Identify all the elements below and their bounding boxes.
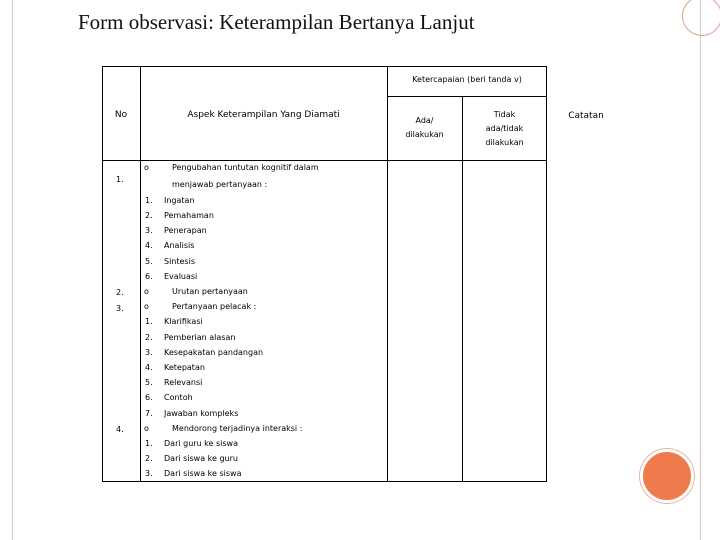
aspek-item: Ingatan (164, 196, 195, 205)
aspek-marker: 3. (145, 348, 153, 357)
aspek-item: Jawaban kompleks (164, 409, 239, 418)
aspek-marker: 3. (145, 469, 153, 478)
aspek-item: Klarifikasi (164, 317, 203, 326)
aspek-marker: 2. (145, 211, 153, 220)
aspek-item: Dari guru ke siswa (164, 439, 238, 448)
aspek-marker: 6. (145, 393, 153, 402)
aspek-marker: 5. (145, 257, 153, 266)
aspek-item: Dari siswa ke siswa (164, 469, 242, 478)
header-ketercapaian: Ketercapaian (beri tanda v) (412, 75, 522, 84)
header-ada (387, 114, 462, 142)
aspek-marker: 4. (145, 363, 153, 372)
aspek-item: Pertanyaan pelacak : (172, 302, 257, 311)
table-border-top (102, 66, 547, 67)
aspek-item: Pemahaman (164, 211, 214, 220)
aspek-item: Sintesis (164, 257, 195, 266)
table-border-left (102, 66, 103, 482)
header-no: No (114, 110, 128, 120)
decorative-circle-top (682, 0, 720, 36)
aspek-item: Relevansi (164, 378, 203, 387)
aspek-marker: o (144, 287, 149, 296)
aspek-marker: 7. (145, 409, 153, 418)
aspek-marker: 3. (145, 226, 153, 235)
aspek-item: Kesepakatan pandangan (164, 348, 264, 357)
aspek-marker: 1. (145, 317, 153, 326)
aspek-item: menjawab pertanyaan : (172, 180, 268, 189)
aspek-marker: 2. (145, 333, 153, 342)
aspek-marker: 5. (145, 378, 153, 387)
row-number-2: 2. (116, 288, 124, 297)
aspek-item: Analisis (164, 241, 195, 250)
table-border-bottom (102, 481, 547, 482)
aspek-item: Penerapan (164, 226, 207, 235)
row-number-4: 4. (116, 425, 124, 434)
observation-table (102, 66, 547, 482)
aspek-marker: 2. (145, 454, 153, 463)
aspek-marker: 6. (145, 272, 153, 281)
header-tidak-line3: dilakukan (485, 138, 524, 147)
header-bottom-line (102, 160, 547, 161)
header-ada-line2: dilakukan (405, 130, 444, 139)
aspek-marker: 1. (145, 196, 153, 205)
right-border-line (700, 0, 701, 540)
aspek-item: Evaluasi (164, 272, 198, 281)
row-number-1: 1. (116, 175, 124, 184)
page-title: Form observasi: Keterampilan Bertanya Lanjut (78, 10, 475, 34)
header-ada-line1: Ada/ (415, 116, 434, 125)
row-number-3: 3. (116, 304, 124, 313)
header-tidak (462, 108, 547, 150)
header-subdivider (387, 96, 547, 97)
header-tidak-line1: Tidak (493, 110, 516, 119)
column-divider-no (140, 66, 141, 482)
aspek-item: Ketepatan (164, 363, 205, 372)
decorative-circle-bottom (640, 449, 694, 503)
aspek-marker: o (144, 302, 149, 311)
left-border-line (12, 0, 13, 540)
header-catatan: Catatan (568, 111, 604, 121)
aspek-marker: 4. (145, 241, 153, 250)
aspek-item: Pengubahan tuntutan kognitif dalam (172, 163, 319, 172)
header-tidak-line2: ada/tidak (485, 124, 524, 133)
aspek-marker: 1. (145, 439, 153, 448)
aspek-item: Dari siswa ke guru (164, 454, 238, 463)
aspek-item: Mendorong terjadinya interaksi : (172, 424, 303, 433)
aspek-marker: o (144, 163, 149, 172)
aspek-item: Pemberian alasan (164, 333, 236, 342)
header-aspek: Aspek Keterampilan Yang Diamati (187, 110, 340, 120)
aspek-marker: o (144, 424, 149, 433)
column-divider-ada (462, 96, 463, 482)
aspek-item: Contoh (164, 393, 193, 402)
aspek-item: Urutan pertanyaan (172, 287, 248, 296)
